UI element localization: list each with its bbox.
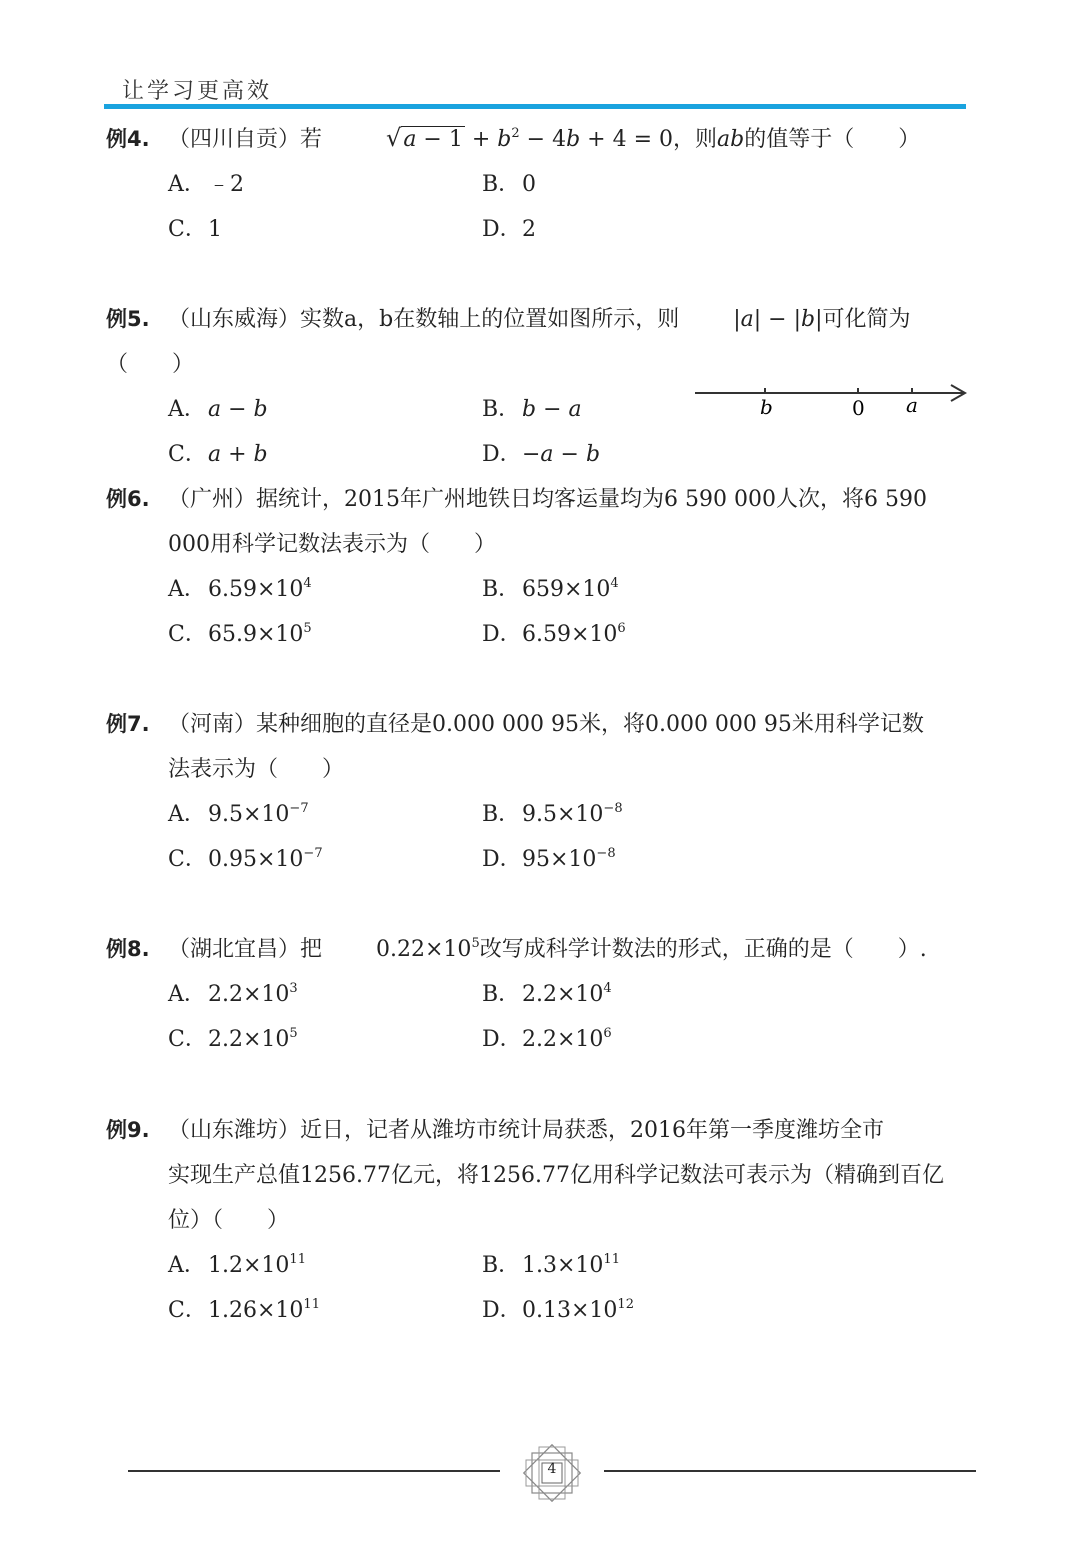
options-row: [106, 972, 976, 1017]
question-6: [106, 477, 976, 657]
label-zero: 0: [852, 396, 865, 420]
question-continuation: 实现生产总值1256.77亿元，将1256.77亿用科学记数法可表示为（精确到百亿: [168, 1163, 944, 1188]
question-stem: （河南）某种细胞的直径是0.000 000 95米，将0.000 000 95米用科学记数: [168, 712, 924, 737]
option-a: A．a − b: [168, 397, 268, 422]
option-d: D．$6.59\times 10^6$: [482, 621, 626, 647]
option-d: D．$0.13\times 10^{12}$: [482, 1297, 634, 1323]
question-tail: 改写成科学计数法的形式，正确的是（ ）.: [479, 937, 927, 962]
option-b: B．$659\times 10^4$: [482, 576, 619, 602]
option-b: B．0: [482, 172, 536, 197]
options-row: [106, 792, 976, 837]
option-d: D．−a − b: [482, 442, 601, 467]
options-row: [106, 1288, 976, 1333]
question-stem: （广州）据统计，2015年广州地铁日均客运量均为6 590 000人次，将6 590: [168, 487, 927, 512]
option-c: C．$65.9\times 10^5$: [168, 621, 312, 647]
options-row: [106, 162, 976, 207]
options-row: [106, 207, 976, 252]
option-d: D．2: [482, 217, 536, 242]
label-b: b: [760, 395, 773, 419]
question-continuation: 法表示为（ ）: [168, 757, 345, 782]
question-continuation-2: 位）（ ）: [168, 1208, 290, 1233]
option-a: A．$9.5\times 10^{-7}$: [168, 801, 309, 827]
header-bar: [104, 104, 966, 109]
option-d: D．$2.2\times 10^6$: [482, 1026, 612, 1052]
question-number: 例8.: [106, 937, 150, 961]
question-number: 例5.: [106, 307, 150, 331]
question-number: 例9.: [106, 1118, 150, 1142]
options-row: [106, 1017, 976, 1062]
option-c: C．a + b: [168, 442, 268, 467]
question-tail2: 的值等于（ ）: [744, 127, 921, 152]
option-b: B．$1.3\times 10^{11}$: [482, 1252, 620, 1278]
options-row: [106, 567, 976, 612]
question-continuation: 000用科学记数法表示为（ ）: [168, 532, 496, 557]
question-tail: ，则: [673, 127, 718, 152]
header-title: 让学习更高效: [122, 79, 273, 104]
option-b: B．$9.5\times 10^{-8}$: [482, 801, 623, 827]
options-row: [106, 612, 976, 657]
question-9: [106, 1108, 976, 1333]
question-4: [106, 116, 976, 252]
question-stem: （山东威海）实数a，b在数轴上的位置如图所示，则: [168, 307, 680, 332]
option-c: C．$1.26\times 10^{11}$: [168, 1297, 320, 1323]
expression: $0.22\times 10^5$: [376, 936, 480, 962]
option-b: B．$2.2\times 10^4$: [482, 981, 612, 1007]
abs-expression: |a| − |b|: [733, 307, 823, 332]
option-c: C．$0.95\times 10^{-7}$: [168, 846, 323, 872]
question-stem: （四川自贡）若: [168, 127, 323, 152]
option-a: A．$1.2\times 10^{11}$: [168, 1252, 306, 1278]
question-stem: （湖北宜昌）把: [168, 937, 323, 962]
footer-line-right: [604, 1470, 976, 1472]
option-a: A．﹣2: [168, 172, 244, 197]
equation: $√a - 1 + b^2 - 4b + 4 = 0$: [386, 124, 674, 152]
option-c: C．1: [168, 217, 222, 242]
question-number: 例6.: [106, 487, 150, 511]
expr-ab: ab: [717, 127, 745, 152]
option-a: A．$2.2\times 10^3$: [168, 981, 298, 1007]
option-d: D．$95\times 10^{-8}$: [482, 846, 616, 872]
options-row: [106, 1243, 976, 1288]
label-a: a: [906, 393, 918, 417]
question-8: [106, 927, 976, 1062]
question-number: 例7.: [106, 712, 150, 736]
question-tail: 可化简为（ ）: [106, 307, 911, 377]
question-7: [106, 702, 976, 882]
option-b: B．b − a: [482, 397, 582, 422]
number-line-figure: [693, 380, 969, 424]
option-a: A．$6.59\times 10^4$: [168, 576, 312, 602]
option-c: C．$2.2\times 10^5$: [168, 1026, 298, 1052]
footer-line-left: [128, 1470, 500, 1472]
options-row: [106, 432, 976, 477]
options-row: [106, 837, 976, 882]
question-number: 例4.: [106, 127, 150, 151]
page-number: 4: [547, 1461, 557, 1477]
question-stem: （山东潍坊）近日，记者从潍坊市统计局获悉，2016年第一季度潍坊全市: [168, 1118, 884, 1143]
